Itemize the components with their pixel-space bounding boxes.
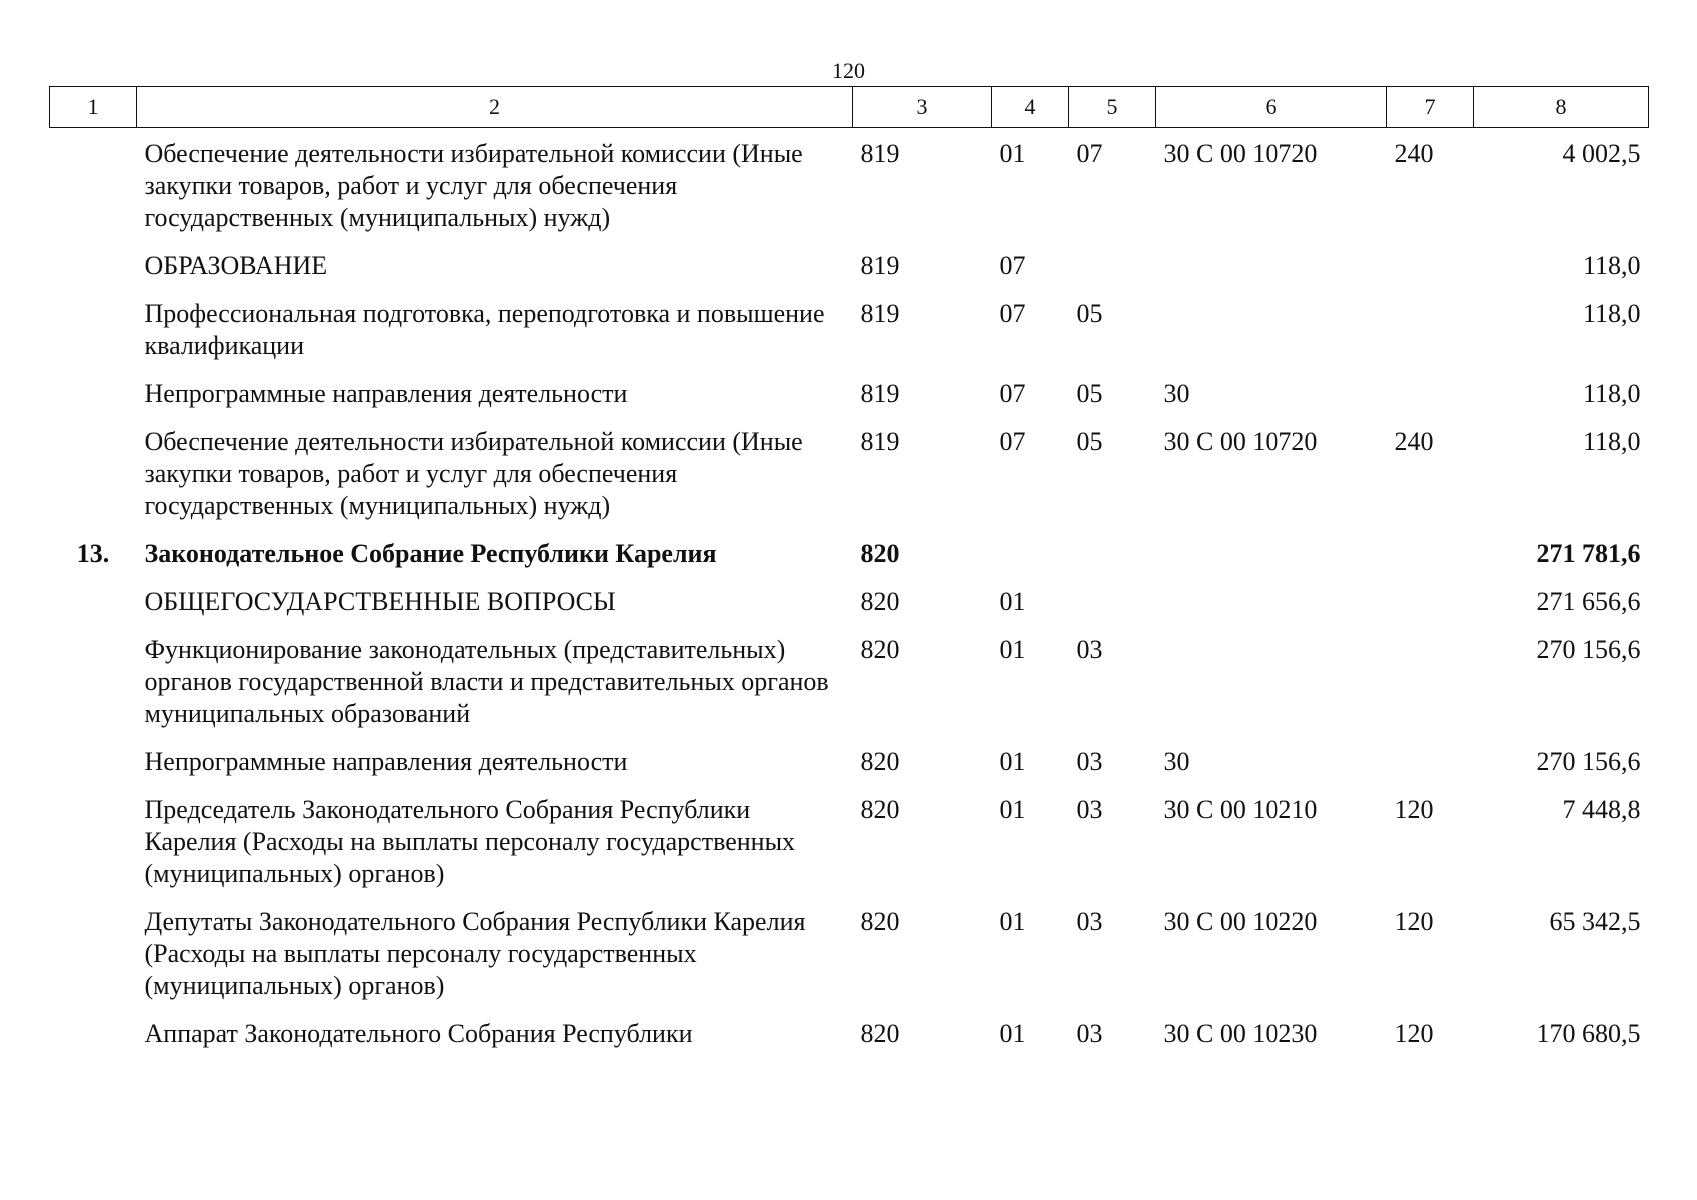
- row-number-cell: [50, 898, 137, 1010]
- header-row: [50, 87, 1649, 128]
- row-number-cell: [50, 290, 137, 370]
- section-code-cell: 01: [999, 907, 1026, 936]
- target-article-cell: [1156, 290, 1387, 370]
- expense-type-cell: 240: [1394, 427, 1434, 456]
- department-code-cell: 820: [860, 635, 900, 664]
- target-article-cell: 30: [1163, 379, 1190, 408]
- department-code-cell: 819: [860, 139, 900, 168]
- department-code-cell: 819: [860, 299, 900, 328]
- target-article-cell: 30: [1163, 747, 1190, 776]
- amount-cell: 118,0: [1582, 299, 1641, 328]
- table-header: [50, 87, 1649, 128]
- subsection-code-cell: [1069, 242, 1156, 290]
- subsection-code-cell: 05: [1076, 427, 1103, 456]
- budget-table: [49, 86, 1649, 1058]
- target-article-cell: [1156, 578, 1387, 626]
- subsection-code-cell: 07: [1076, 139, 1103, 168]
- column-header-8: 8: [1474, 87, 1649, 128]
- target-article-cell: 30 С 00 10720: [1163, 139, 1318, 168]
- subsection-code-cell: 05: [1076, 299, 1103, 328]
- table-row: [50, 898, 1649, 1010]
- section-code-cell: 07: [999, 427, 1026, 456]
- row-number-cell: [50, 242, 137, 290]
- section-code-cell: 01: [999, 139, 1026, 168]
- subsection-code-cell: 03: [1076, 1019, 1103, 1048]
- row-number-cell: [50, 418, 137, 530]
- subsection-code-cell: [1069, 530, 1156, 578]
- department-code-cell: 820: [860, 539, 900, 568]
- table-row: [50, 786, 1649, 898]
- expense-type-cell: 240: [1394, 139, 1434, 168]
- amount-cell: 271 781,6: [1536, 539, 1641, 568]
- section-code-cell: 01: [999, 635, 1026, 664]
- row-number-cell: [50, 738, 137, 786]
- section-code-cell: 01: [999, 747, 1026, 776]
- subsection-code-cell: 05: [1076, 379, 1103, 408]
- row-number-cell: [50, 370, 137, 418]
- table-row: [50, 1010, 1649, 1058]
- subsection-code-cell: 03: [1076, 907, 1103, 936]
- page-number: 120: [832, 58, 865, 83]
- table-row: [50, 578, 1649, 626]
- column-header-7: 7: [1387, 87, 1474, 128]
- expense-type-cell: [1387, 578, 1474, 626]
- item-name-cell: ОБРАЗОВАНИЕ: [144, 251, 328, 280]
- table-row: [50, 242, 1649, 290]
- column-header-1: 1: [50, 87, 137, 128]
- amount-cell: 271 656,6: [1536, 587, 1641, 616]
- section-code-cell: 07: [999, 251, 1026, 280]
- subsection-code-cell: [1069, 578, 1156, 626]
- expense-type-cell: [1387, 626, 1474, 738]
- column-header-6: 6: [1156, 87, 1387, 128]
- amount-cell: 118,0: [1582, 427, 1641, 456]
- amount-cell: 270 156,6: [1536, 747, 1641, 776]
- table-row: [50, 370, 1649, 418]
- section-code-cell: 01: [999, 587, 1026, 616]
- item-name-cell: Аппарат Законодательного Собрания Республики: [144, 1019, 693, 1048]
- section-code-cell: 01: [999, 1019, 1026, 1048]
- table-row: [50, 290, 1649, 370]
- item-name-cell: ОБЩЕГОСУДАРСТВЕННЫЕ ВОПРОСЫ: [144, 587, 616, 616]
- target-article-cell: 30 С 00 10230: [1163, 1019, 1318, 1048]
- expense-type-cell: 120: [1394, 795, 1434, 824]
- expense-type-cell: 120: [1394, 907, 1434, 936]
- expense-type-cell: [1387, 738, 1474, 786]
- row-number-cell: [50, 1010, 137, 1058]
- item-name-cell: Непрограммные направления деятельности: [144, 379, 628, 408]
- target-article-cell: 30 С 00 10220: [1163, 907, 1318, 936]
- table-body: [50, 128, 1649, 1059]
- item-name-cell: Обеспечение деятельности избирательной комиссии (Иные закупки товаров, работ и услуг для обеспечения государственных (муниципальных) нужд): [144, 427, 803, 520]
- item-name-cell: Непрограммные направления деятельности: [144, 747, 628, 776]
- table-row: [50, 530, 1649, 578]
- department-code-cell: 820: [860, 587, 900, 616]
- target-article-cell: [1156, 530, 1387, 578]
- subsection-code-cell: 03: [1076, 747, 1103, 776]
- expense-type-cell: 120: [1394, 1019, 1434, 1048]
- department-code-cell: 819: [860, 251, 900, 280]
- section-code-cell: [992, 530, 1069, 578]
- table-row: [50, 738, 1649, 786]
- subsection-code-cell: 03: [1076, 635, 1103, 664]
- row-number-cell: [50, 128, 137, 243]
- column-header-5: 5: [1069, 87, 1156, 128]
- section-code-cell: 07: [999, 379, 1026, 408]
- row-number-cell: [50, 578, 137, 626]
- target-article-cell: [1156, 626, 1387, 738]
- amount-cell: 270 156,6: [1536, 635, 1641, 664]
- item-name-cell: Профессиональная подготовка, переподготовка и повышение квалификации: [144, 299, 825, 360]
- department-code-cell: 819: [860, 427, 900, 456]
- amount-cell: 118,0: [1582, 251, 1641, 280]
- table-row: [50, 418, 1649, 530]
- department-code-cell: 820: [860, 907, 900, 936]
- expense-type-cell: [1387, 370, 1474, 418]
- amount-cell: 65 342,5: [1549, 907, 1641, 936]
- item-name-cell: Обеспечение деятельности избирательной комиссии (Иные закупки товаров, работ и услуг для обеспечения государственных (муниципальных) нужд): [144, 139, 803, 232]
- row-number-cell: 13.: [76, 539, 110, 568]
- item-name-cell: Депутаты Законодательного Собрания Республики Карелия (Расходы на выплаты персоналу государственных (муниципальных) органов): [144, 907, 806, 1000]
- amount-cell: 7 448,8: [1562, 795, 1641, 824]
- column-header-3: 3: [853, 87, 992, 128]
- row-number-cell: [50, 786, 137, 898]
- item-name-cell: Функционирование законодательных (представительных) органов государственной власти и представительных органов муниципальных образований: [144, 635, 829, 728]
- target-article-cell: 30 С 00 10720: [1163, 427, 1318, 456]
- target-article-cell: [1156, 242, 1387, 290]
- section-code-cell: 01: [999, 795, 1026, 824]
- department-code-cell: 819: [860, 379, 900, 408]
- expense-type-cell: [1387, 290, 1474, 370]
- section-code-cell: 07: [999, 299, 1026, 328]
- amount-cell: 4 002,5: [1562, 139, 1641, 168]
- department-code-cell: 820: [860, 747, 900, 776]
- expense-type-cell: [1387, 530, 1474, 578]
- item-name-cell: Председатель Законодательного Собрания Республики Карелия (Расходы на выплаты персоналу государственных (муниципальных) органов): [144, 795, 796, 888]
- department-code-cell: 820: [860, 795, 900, 824]
- amount-cell: 118,0: [1582, 379, 1641, 408]
- column-header-2: 2: [137, 87, 853, 128]
- expense-type-cell: [1387, 242, 1474, 290]
- subsection-code-cell: 03: [1076, 795, 1103, 824]
- row-number-cell: [50, 626, 137, 738]
- amount-cell: 170 680,5: [1536, 1019, 1641, 1048]
- department-code-cell: 820: [860, 1019, 900, 1048]
- table-row: [50, 626, 1649, 738]
- column-header-4: 4: [992, 87, 1069, 128]
- item-name-cell: Законодательное Собрание Республики Карелия: [144, 539, 717, 568]
- target-article-cell: 30 С 00 10210: [1163, 795, 1318, 824]
- table-row: [50, 128, 1649, 243]
